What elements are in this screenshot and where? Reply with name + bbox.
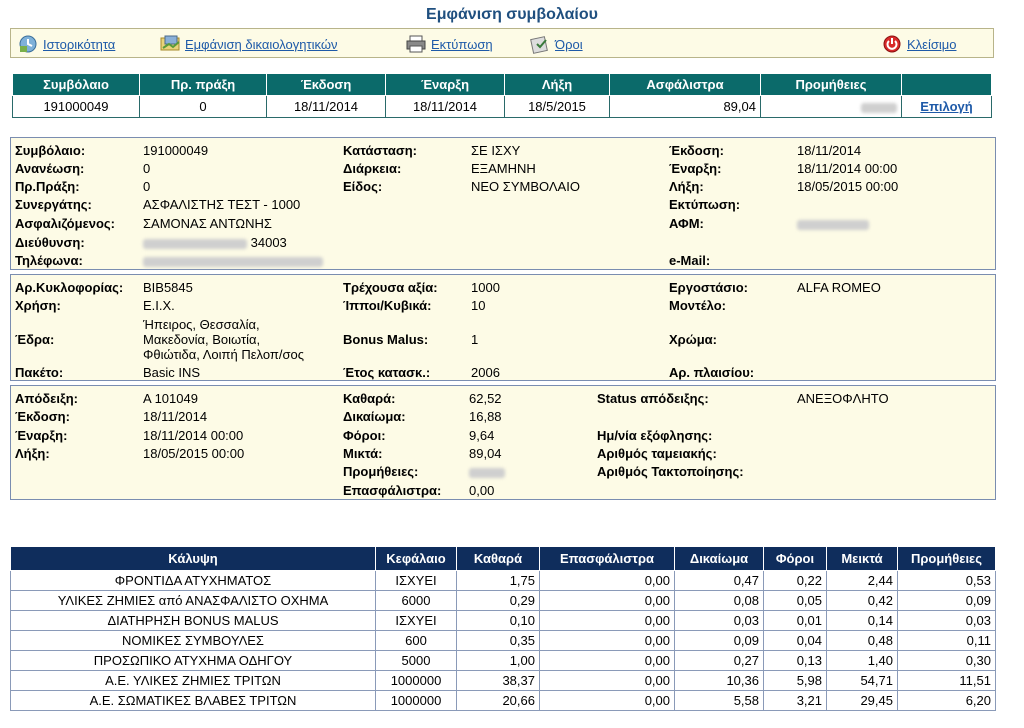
value: 0 [143,179,151,194]
history-icon [17,34,39,54]
label: Έκδοση: [669,143,724,158]
start-date: 18/11/2014 [386,96,505,118]
value: 191000049 [143,143,209,158]
value: 2006 [471,365,500,380]
table-cell: 0,03 [898,611,996,631]
value: 18/05/2015 00:00 [797,179,899,194]
contract-details-panel [10,137,996,270]
table-cell: 0,00 [540,691,675,711]
documents-button[interactable] [159,33,338,55]
value: ΝΕΟ ΣΥΜΒΟΛΑΙΟ [471,179,580,194]
value: ΑΣΦΑΛΙΣΤΗΣ ΤΕΣΤ - 1000 [143,197,301,212]
label: Status απόδειξης: [597,391,709,406]
table-row [11,571,996,591]
print-label[interactable]: Εκτύπωση [431,36,493,52]
label: Χρήση: [15,298,61,313]
label: Έκδοση: [15,409,70,424]
label: Πακέτο: [15,365,64,380]
label: Καθαρά: [343,391,396,406]
value: 10 [471,298,486,313]
table-cell: 0,27 [675,651,764,671]
receipt-status: ΑΝΕΞΟΦΛΗΤΟ [797,391,889,406]
label: Αρ.Κυκλοφορίας: [15,280,124,295]
value: 16,88 [469,409,502,424]
label: Πρ.Πράξη: [15,179,80,194]
table-cell: 54,71 [827,671,898,691]
vehicle-details-panel [10,274,996,381]
label: Είδος: [343,179,383,194]
value: 0,00 [469,483,495,498]
end-date: 18/5/2015 [505,96,610,118]
table-cell: 0,35 [457,631,540,651]
table-cell: ΥΛΙΚΕΣ ΖΗΜΙΕΣ από ΑΝΑΣΦΑΛΙΣΤΟ ΟΧΗΜΑ [11,591,376,611]
table-cell: 0,11 [898,631,996,651]
column-header: Έναρξη [386,74,505,96]
phones-redacted [143,253,323,268]
terms-icon [529,34,551,54]
table-cell: ΙΣΧΥΕΙ [376,571,457,591]
contract-number: 191000049 [13,96,140,118]
table-cell: Α.Ε. ΥΛΙΚΕΣ ΖΗΜΙΕΣ ΤΡΙΤΩΝ [11,671,376,691]
table-cell: 0,14 [827,611,898,631]
label: Συνεργάτης: [15,197,92,212]
label: Δικαίωμα: [343,409,406,424]
table-cell: 29,45 [827,691,898,711]
terms-label[interactable]: Όροι [555,36,583,52]
address-value [143,235,287,250]
history-button[interactable] [17,33,115,55]
value: 62,52 [469,391,502,406]
value: 18/11/2014 [143,409,208,424]
label: Ημ/νία εξόφλησης: [597,428,713,443]
afm-redacted [797,216,869,231]
label: Διεύθυνση: [15,235,85,250]
table-header-row [13,74,992,96]
label: Λήξη: [669,179,704,194]
table-cell: 6000 [376,591,457,611]
documents-label[interactable]: Εμφάνιση δικαιολογητικών [185,36,338,52]
table-cell: 38,37 [457,671,540,691]
page-title: Εμφάνιση συμβολαίου [426,6,598,23]
table-cell: 0,47 [675,571,764,591]
label: Χρώμα: [669,332,717,347]
table-cell: 0,00 [540,571,675,591]
issue-date: 18/11/2014 [267,96,386,118]
table-cell: 1,00 [457,651,540,671]
table-row [11,651,996,671]
table-cell: 0,29 [457,591,540,611]
value: 1000 [471,280,500,295]
table-cell: 0,48 [827,631,898,651]
column-header: Ασφάλιστρα [610,74,761,96]
label: Εκτύπωση: [669,197,741,212]
label: Ίπποι/Κυβικά: [343,298,432,313]
table-header-row [11,547,996,571]
select-link[interactable]: Επιλογή [920,99,973,114]
table-cell: 0,00 [540,591,675,611]
label: ΑΦΜ: [669,216,704,231]
value: ΕΞΑΜΗΝΗ [471,161,536,176]
column-header: Δικαίωμα [675,547,764,571]
table-row [11,671,996,691]
table-cell: 0,53 [898,571,996,591]
print-button[interactable] [405,33,493,55]
value: Ήπειρος, Θεσσαλία, [143,317,260,332]
select-cell [902,96,992,118]
value: 18/11/2014 00:00 [143,428,244,443]
commission-redacted [761,96,902,118]
table-cell: 600 [376,631,457,651]
value: ΣΕ ΙΣΧΥ [471,143,521,158]
label: Έτος κατασκ.: [343,365,431,380]
label: Επασφάλιστρα: [343,483,442,498]
column-header: Πρ. πράξη [140,74,267,96]
label: e-Mail: [669,253,711,268]
value: Μακεδονία, Βοιωτία, [143,332,261,347]
label: Bonus Malus: [343,332,429,347]
label: Τρέχουσα αξία: [343,280,438,295]
column-header: Μεικτά [827,547,898,571]
label: Λήξη: [15,446,50,461]
table-cell: ΠΡΟΣΩΠΙΚΟ ΑΤΥΧΗΜΑ ΟΔΗΓΟΥ [11,651,376,671]
documents-icon [159,34,181,54]
column-header: Καθαρά [457,547,540,571]
value: 18/11/2014 [797,143,862,158]
power-icon [881,34,903,54]
table-cell: 0,09 [898,591,996,611]
table-row [13,96,992,118]
column-header: Προμήθειες [761,74,902,96]
column-header: Προμήθειες [898,547,996,571]
table-cell: 0,30 [898,651,996,671]
table-cell: 2,44 [827,571,898,591]
label: Έναρξη: [669,161,722,176]
label: Έδρα: [15,332,55,347]
table-cell: 0,03 [675,611,764,631]
close-label[interactable]: Κλείσιμο [907,36,957,52]
table-cell: 5,58 [675,691,764,711]
column-header: Λήξη [505,74,610,96]
value: 18/11/2014 00:00 [797,161,898,176]
table-cell: 1,40 [827,651,898,671]
table-cell: 20,66 [457,691,540,711]
label: Εργοστάσιο: [669,280,748,295]
column-header: Έκδοση [267,74,386,96]
table-cell: 0,00 [540,611,675,631]
table-cell: 5,98 [764,671,827,691]
table-row [11,611,996,631]
toolbar [10,28,994,58]
table-row [11,591,996,611]
table-cell: 1000000 [376,671,457,691]
table-cell: 10,36 [675,671,764,691]
table-cell: 0,00 [540,651,675,671]
table-cell: 0,08 [675,591,764,611]
table-row [11,631,996,651]
value: Φθιώτιδα, Λοιπή Πελοπ/σος [143,347,304,362]
value: Ε.Ι.Χ. [143,298,175,313]
label: Απόδειξη: [15,391,79,406]
table-cell: 0,42 [827,591,898,611]
table-cell: 11,51 [898,671,996,691]
table-cell: 0,13 [764,651,827,671]
address-postcode: 34003 [250,235,287,250]
label: Μοντέλο: [669,298,727,313]
label: Τηλέφωνα: [15,253,83,268]
value: ALFA ROMEO [797,280,881,295]
commission-redacted [469,464,505,479]
value: 9,64 [469,428,495,443]
label: Διάρκεια: [343,161,402,176]
table-cell: 0,05 [764,591,827,611]
table-cell: ΔΙΑΤΗΡΗΣΗ BONUS MALUS [11,611,376,631]
table-cell: ΦΡΟΝΤΙΔΑ ΑΤΥΧΗΜΑΤΟΣ [11,571,376,591]
printer-icon [405,34,427,54]
label: Ανανέωση: [15,161,85,176]
table-cell: 0,01 [764,611,827,631]
value: Basic INS [143,365,201,380]
label: Αριθμός Τακτοποίησης: [597,464,744,479]
contract-summary-table [12,73,992,118]
label: Ασφαλιζόμενος: [15,216,115,231]
value: 18/05/2015 00:00 [143,446,245,461]
table-cell: 0,04 [764,631,827,651]
label: Φόροι: [343,428,386,443]
table-cell: ΙΣΧΥΕΙ [376,611,457,631]
table-cell: 3,21 [764,691,827,711]
table-cell: 0,10 [457,611,540,631]
column-header: Κάλυψη [11,547,376,571]
value: Α 101049 [143,391,198,406]
label: Συμβόλαιο: [15,143,86,158]
label: Αρ. πλαισίου: [669,365,755,380]
value: BIB5845 [143,280,193,295]
table-cell: 0,09 [675,631,764,651]
table-cell: 0,22 [764,571,827,591]
table-row [11,691,996,711]
value: 0 [143,161,151,176]
column-header: Φόροι [764,547,827,571]
previous-action: 0 [140,96,267,118]
table-cell: 0,00 [540,671,675,691]
table-cell: Α.Ε. ΣΩΜΑΤΙΚΕΣ ΒΛΑΒΕΣ ΤΡΙΤΩΝ [11,691,376,711]
table-cell: 6,20 [898,691,996,711]
column-header [902,74,992,96]
label: Κατάσταση: [343,143,418,158]
label: Προμήθειες: [343,464,419,479]
value: 1 [471,332,479,347]
table-cell: 1000000 [376,691,457,711]
table-cell: 0,00 [540,631,675,651]
column-header: Κεφάλαιο [376,547,457,571]
label: Έναρξη: [15,428,68,443]
label: Μικτά: [343,446,383,461]
close-button[interactable] [881,33,957,55]
column-header: Επασφάλιστρα [540,547,675,571]
value: ΣΑΜΟΝΑΣ ΑΝΤΩΝΗΣ [143,216,272,231]
table-cell: ΝΟΜΙΚΕΣ ΣΥΜΒΟΥΛΕΣ [11,631,376,651]
label: Αριθμός ταμειακής: [597,446,717,461]
history-label[interactable]: Ιστορικότητα [43,36,116,52]
terms-button[interactable] [529,33,583,55]
table-cell: 5000 [376,651,457,671]
coverage-table [10,546,996,711]
value: 89,04 [469,446,502,461]
table-cell: 1,75 [457,571,540,591]
premium: 89,04 [610,96,761,118]
column-header: Συμβόλαιο [13,74,140,96]
receipt-details-panel [10,385,996,500]
